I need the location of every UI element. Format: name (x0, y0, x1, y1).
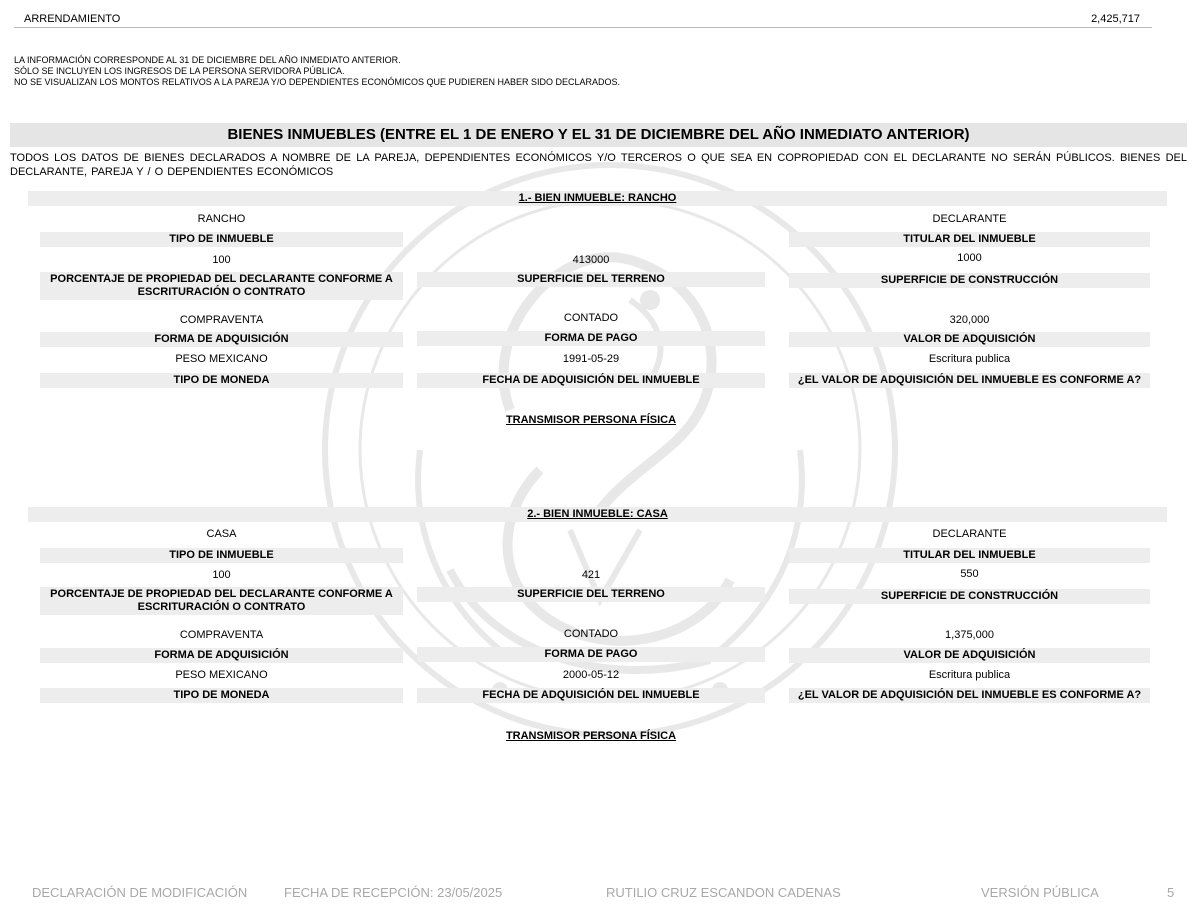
superficie-construccion-value: 550 (960, 568, 979, 580)
fecha-adquisicion-label: FECHA DE ADQUISICIÓN DEL INMUEBLE (417, 688, 765, 703)
valor-adquisicion-label: VALOR DE ADQUISICIÓN (789, 332, 1150, 347)
income-value: 2,425,717 (1091, 13, 1140, 25)
porcentaje-value: 100 (212, 569, 231, 581)
forma-adquisicion-label: FORMA DE ADQUISICIÓN (40, 648, 403, 663)
tipo-moneda-value: PESO MEXICANO (175, 353, 268, 365)
valor-adquisicion-value: 1,375,000 (945, 629, 994, 641)
footer-nombre: RUTILIO CRUZ ESCANDON CADENAS (606, 885, 841, 900)
tipo-inmueble-value: CASA (206, 528, 237, 540)
income-row (14, 12, 1152, 28)
footer-version: VERSIÓN PÚBLICA (981, 885, 1099, 900)
superficie-construccion-label: SUPERFICIE DE CONSTRUCCIÓN (789, 589, 1150, 604)
forma-pago-label: FORMA DE PAGO (417, 331, 765, 346)
titular-value: DECLARANTE (932, 528, 1007, 540)
superficie-construccion-label: SUPERFICIE DE CONSTRUCCIÓN (789, 273, 1150, 288)
tipo-moneda-label: TIPO DE MONEDA (40, 688, 403, 703)
footer-declaracion: DECLARACIÓN DE MODIFICACIÓN (32, 885, 248, 900)
transmisor-heading: TRANSMISOR PERSONA FÍSICA (505, 730, 677, 742)
valor-conforme-label: ¿EL VALOR DE ADQUISICIÓN DEL INMUEBLE ES CONFORME A? (789, 373, 1150, 388)
forma-adquisicion-label: FORMA DE ADQUISICIÓN (40, 332, 403, 347)
porcentaje-label: PORCENTAJE DE PROPIEDAD DEL DECLARANTE CONFORME A ESCRITURACIÓN O CONTRATO (40, 587, 403, 615)
superficie-terreno-value: 421 (581, 569, 601, 581)
property-header: 1.- BIEN INMUEBLE: RANCHO (28, 191, 1167, 206)
forma-pago-value: CONTADO (563, 312, 619, 324)
note-line: SÓLO SE INCLUYEN LOS INGRESOS DE LA PERSONA SERVIDORA PÚBLICA. (14, 66, 345, 76)
forma-adquisicion-value: COMPRAVENTA (179, 314, 264, 326)
tipo-moneda-label: TIPO DE MONEDA (40, 373, 403, 388)
transmisor-heading: TRANSMISOR PERSONA FÍSICA (505, 414, 677, 426)
note-line: NO SE VISUALIZAN LOS MONTOS RELATIVOS A LA PAREJA Y/O DEPENDIENTES ECONÓMICOS QUE PUDIEREN HABER SIDO DECLARADOS. (14, 77, 620, 87)
tipo-moneda-value: PESO MEXICANO (175, 669, 268, 681)
note-line: LA INFORMACIÓN CORRESPONDE AL 31 DE DICIEMBRE DEL AÑO INMEDIATO ANTERIOR. (14, 55, 401, 65)
porcentaje-label: PORCENTAJE DE PROPIEDAD DEL DECLARANTE CONFORME A ESCRITURACIÓN O CONTRATO (40, 272, 403, 300)
forma-pago-value: CONTADO (563, 628, 619, 640)
valor-adquisicion-value: 320,000 (949, 314, 990, 326)
fecha-adquisicion-value: 2000-05-12 (562, 669, 620, 681)
footer-fecha-recepcion: FECHA DE RECEPCIÓN: 23/05/2025 (284, 885, 503, 900)
tipo-inmueble-value: RANCHO (197, 213, 246, 225)
tipo-inmueble-label: TIPO DE INMUEBLE (40, 232, 403, 247)
titular-label: TITULAR DEL INMUEBLE (789, 232, 1150, 247)
section-title: BIENES INMUEBLES (ENTRE EL 1 DE ENERO Y EL 31 DE DICIEMBRE DEL AÑO INMEDIATO ANTERIOR) (10, 123, 1187, 147)
property-header: 2.- BIEN INMUEBLE: CASA (28, 507, 1167, 522)
income-label: ARRENDAMIENTO (24, 13, 121, 25)
superficie-construccion-value: 1000 (957, 252, 982, 264)
tipo-inmueble-label: TIPO DE INMUEBLE (40, 548, 403, 563)
forma-adquisicion-value: COMPRAVENTA (179, 629, 264, 641)
titular-value: DECLARANTE (932, 213, 1007, 225)
income-notes (14, 55, 620, 88)
valor-conforme-value: Escritura publica (928, 669, 1011, 681)
fecha-adquisicion-value: 1991-05-29 (562, 353, 620, 365)
superficie-terreno-label: SUPERFICIE DEL TERRENO (417, 272, 765, 287)
footer-page-number: 5 (1167, 885, 1175, 900)
privacy-disclaimer: TODOS LOS DATOS DE BIENES DECLARADOS A NOMBRE DE LA PAREJA, DEPENDIENTES ECONÓMICOS Y/O TERCEROS O QUE SEA EN COPROPIEDAD CON EL DECLARANTE NO SERÁN PÚBLICOS. BIENES DEL DECLARANTE, PAREJA Y / O DEPENDIENTES ECONÓMICOS (10, 152, 1187, 178)
valor-conforme-value: Escritura publica (928, 353, 1011, 365)
superficie-terreno-value: 413000 (572, 254, 610, 266)
fecha-adquisicion-label: FECHA DE ADQUISICIÓN DEL INMUEBLE (417, 373, 765, 388)
porcentaje-value: 100 (212, 254, 231, 266)
superficie-terreno-label: SUPERFICIE DEL TERRENO (417, 587, 765, 602)
valor-conforme-label: ¿EL VALOR DE ADQUISICIÓN DEL INMUEBLE ES CONFORME A? (789, 688, 1150, 703)
forma-pago-label: FORMA DE PAGO (417, 647, 765, 662)
titular-label: TITULAR DEL INMUEBLE (789, 548, 1150, 563)
valor-adquisicion-label: VALOR DE ADQUISICIÓN (789, 648, 1150, 663)
